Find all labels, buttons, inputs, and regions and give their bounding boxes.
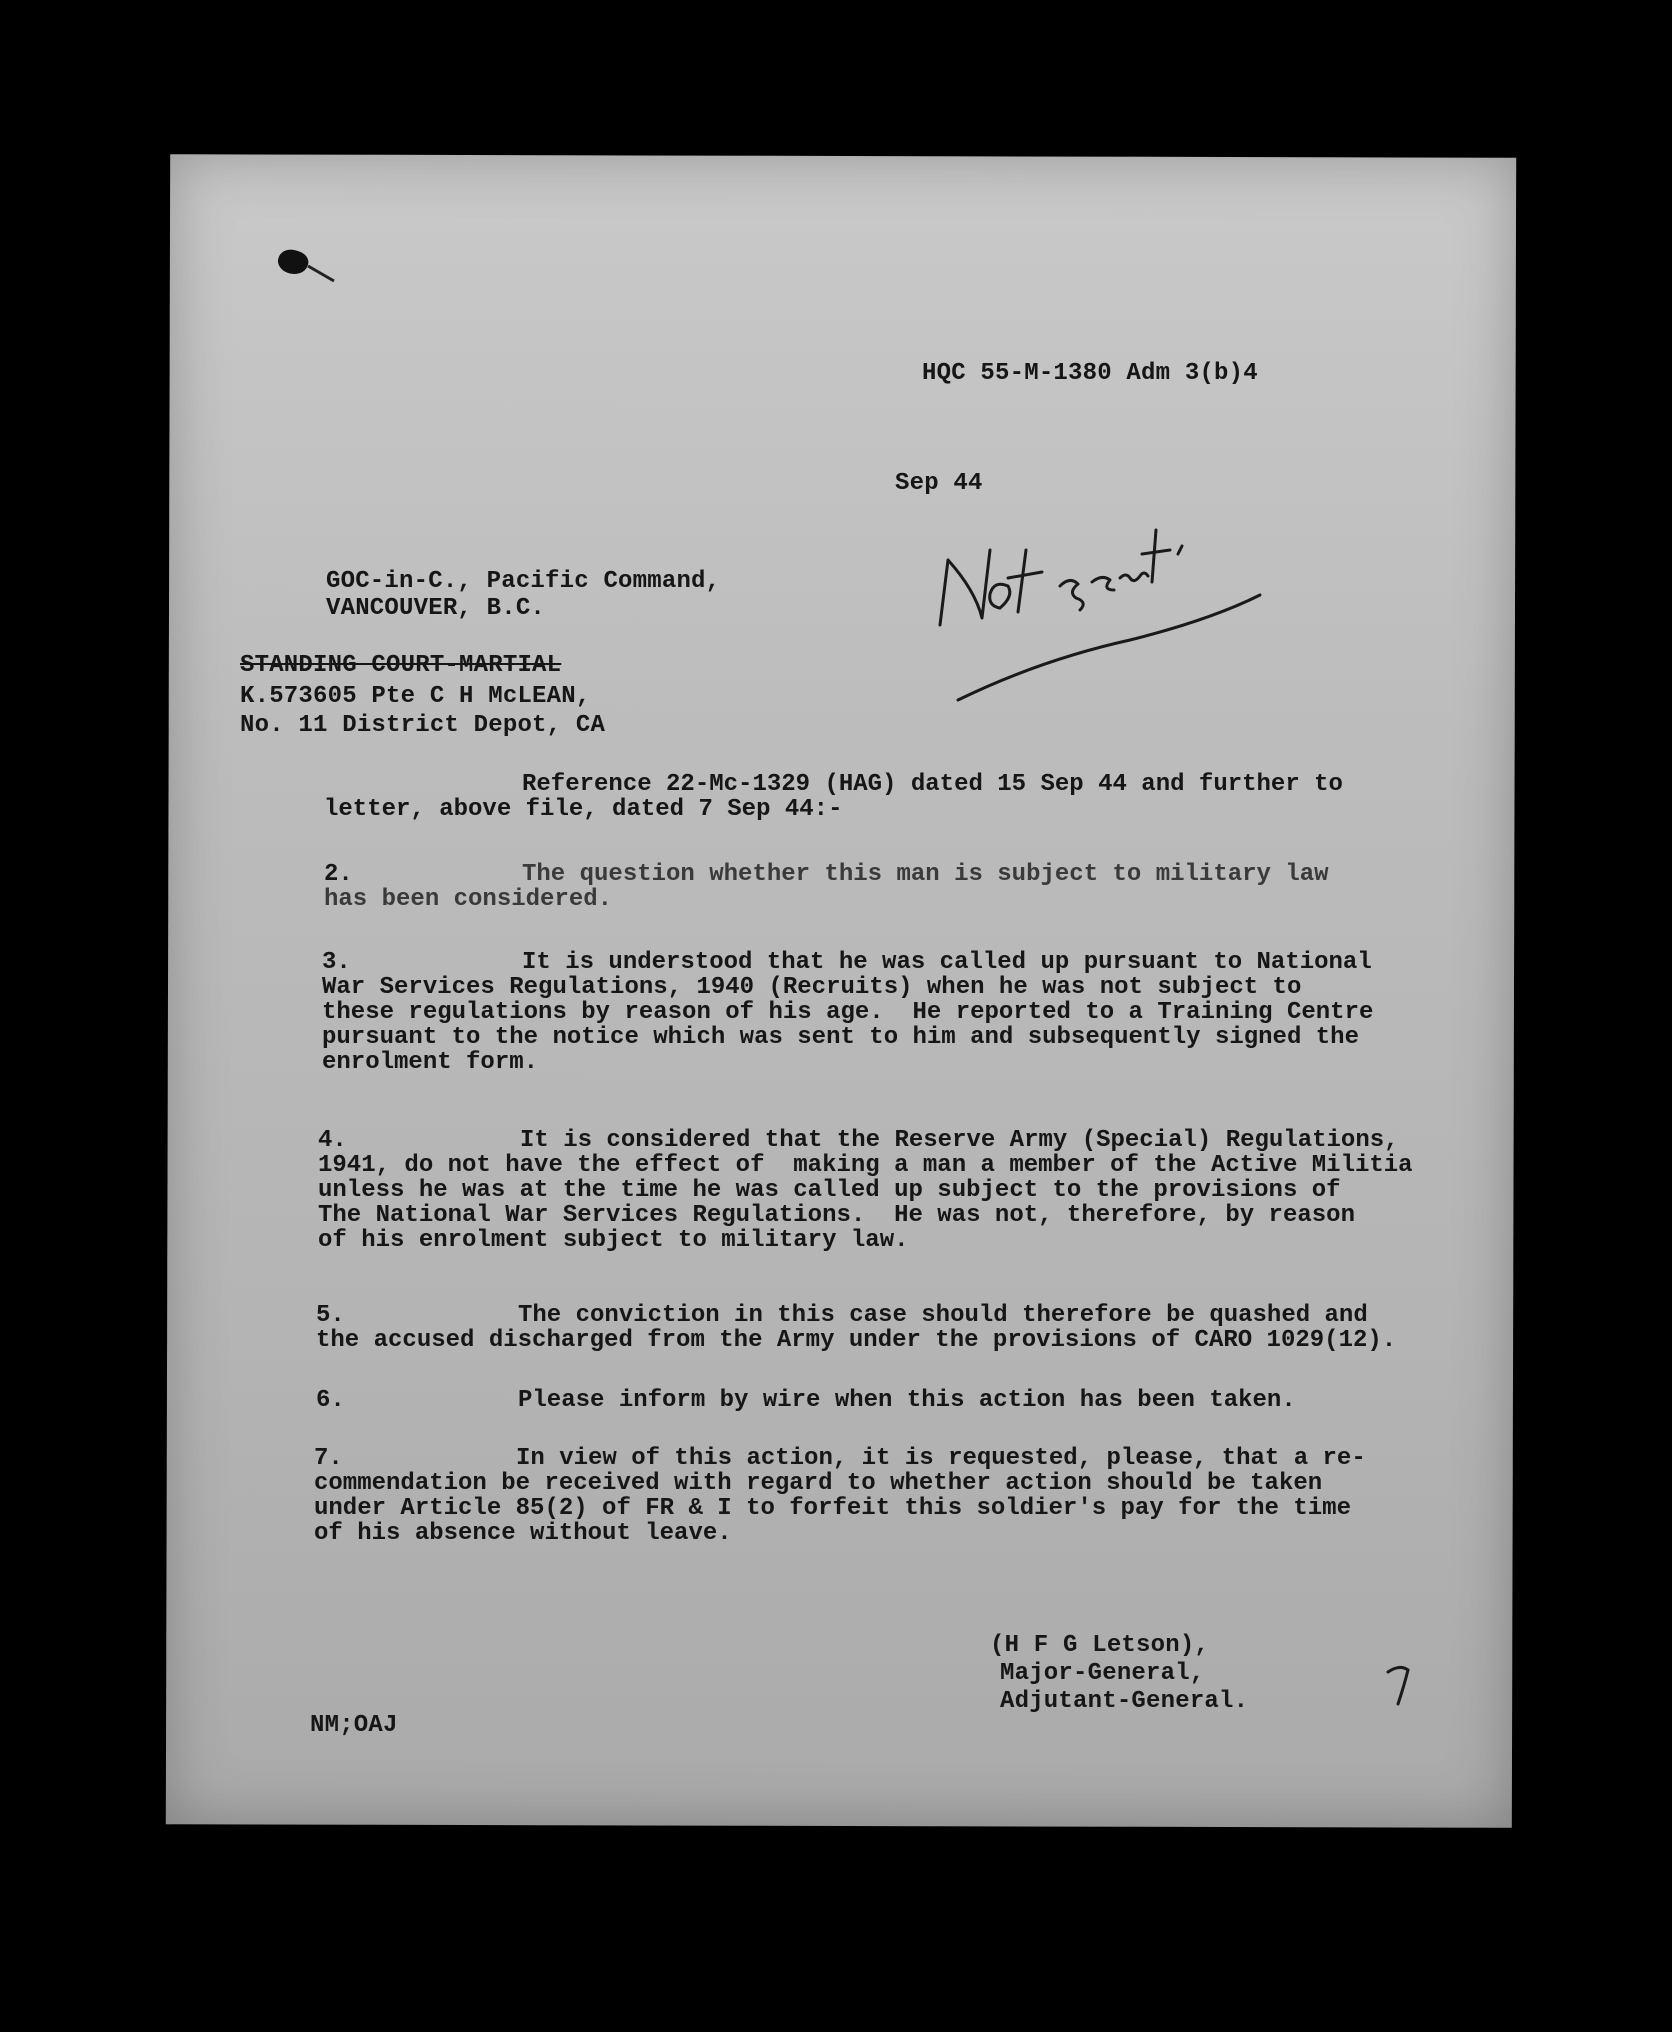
addressee-line-1: GOC-in-C., Pacific Command,: [326, 568, 721, 595]
para-4-line-4: The National War Services Regulations. He was not, therefore, by reason: [318, 1202, 1355, 1229]
handwritten-margin-mark: [1380, 1660, 1420, 1710]
para-7-line-2: commendation be received with regard to whether action should be taken: [314, 1470, 1323, 1497]
subject-heading: STANDING COURT-MARTIAL: [240, 652, 562, 679]
para-7-line-1: In view of this action, it is requested, please, that a re-: [516, 1445, 1366, 1472]
signature-name: (H F G Letson),: [990, 1632, 1210, 1659]
letter-date: Sep 44: [895, 470, 983, 497]
para-4-line-1: It is considered that the Reserve Army (Special) Regulations,: [520, 1127, 1399, 1154]
para-3-line-5: enrolment form.: [322, 1049, 539, 1076]
para-3-line-1: It is understood that he was called up pursuant to National: [522, 949, 1372, 976]
signature-rank: Major-General,: [1000, 1660, 1205, 1687]
para-3-line-3: these regulations by reason of his age. He reported to a Training Centre: [322, 999, 1374, 1026]
para-4-line-5: of his enrolment subject to military law.: [318, 1227, 909, 1254]
para-1-line-1: Reference 22-Mc-1329 (HAG) dated 15 Sep 44 and further to: [522, 771, 1343, 798]
para-3-line-2: War Services Regulations, 1940 (Recruits) when he was not subject to: [322, 974, 1302, 1001]
subject-soldier: K.573605 Pte C H McLEAN,: [240, 683, 591, 710]
addressee-line-2: VANCOUVER, B.C.: [326, 595, 546, 622]
para-7-line-4: of his absence without leave.: [314, 1520, 732, 1547]
signature-title: Adjutant-General.: [1000, 1688, 1249, 1715]
para-6-number: 6.: [316, 1387, 345, 1414]
handwritten-not-sent-annotation: [930, 490, 1310, 730]
file-reference: HQC 55-M-1380 Adm 3(b)4: [922, 360, 1258, 387]
para-6-line-1: Please inform by wire when this action has been taken.: [518, 1387, 1296, 1414]
para-3-number: 3.: [322, 949, 351, 976]
para-4-number: 4.: [318, 1127, 347, 1154]
para-5-line-2: the accused discharged from the Army under the provisions of CARO 1029(12).: [316, 1327, 1397, 1354]
para-5-number: 5.: [316, 1302, 345, 1329]
typist-initials: NM;OAJ: [310, 1712, 398, 1739]
para-2-line-1: The question whether this man is subject to military law: [522, 861, 1329, 888]
para-5-line-1: The conviction in this case should therefore be quashed and: [518, 1302, 1368, 1329]
para-2-line-2: has been considered.: [324, 886, 613, 913]
para-2-number: 2.: [324, 861, 353, 888]
subject-unit: No. 11 District Depot, CA: [240, 712, 606, 739]
para-4-line-3: unless he was at the time he was called up subject to the provisions of: [318, 1177, 1341, 1204]
para-4-line-2: 1941, do not have the effect of making a man a member of the Active Militia: [318, 1152, 1413, 1179]
para-7-number: 7.: [314, 1445, 343, 1472]
para-7-line-3: under Article 85(2) of FR & I to forfeit this soldier's pay for the time: [314, 1495, 1351, 1522]
para-3-line-4: pursuant to the notice which was sent to him and subsequently signed the: [322, 1024, 1359, 1051]
para-1-line-2: letter, above file, dated 7 Sep 44:-: [324, 796, 843, 823]
